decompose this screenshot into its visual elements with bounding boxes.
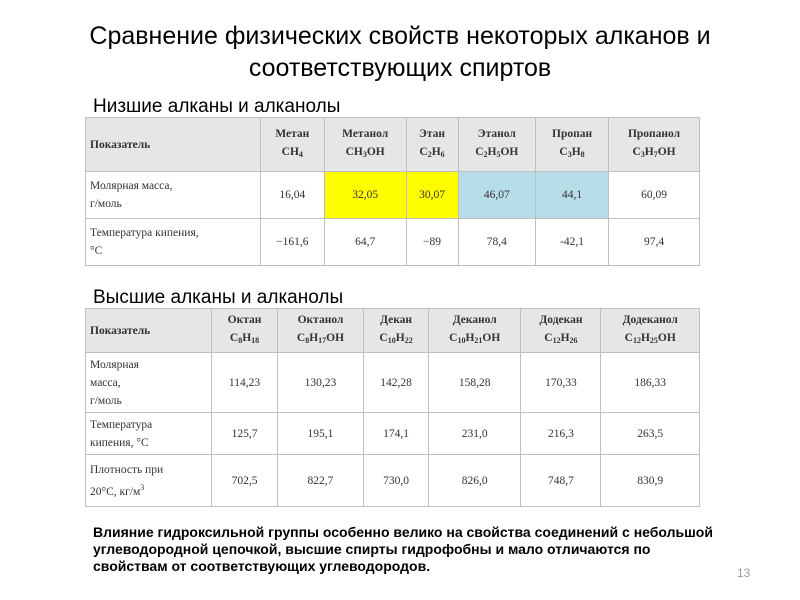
compound-formula: $C_{12}H_{26}$: [544, 332, 578, 345]
table-cell: 216,3: [521, 413, 601, 455]
slide-title-line-2: соответствующих спиртов: [248, 54, 552, 82]
compound-name: Пропан: [552, 128, 593, 140]
table-cell-highlighted: 46,07: [458, 172, 536, 219]
compound-name: Додеканол: [622, 314, 678, 326]
compound-formula: $C_2H_5OH$: [475, 146, 519, 159]
header-label-cell: Показатель: [86, 309, 212, 353]
compound-formula: $C_8H_{18}$: [229, 332, 260, 345]
lower-section-heading: Низшие алканы и алканолы: [93, 96, 341, 117]
table-cell: 78,4: [458, 219, 536, 266]
table-cell: 174,1: [364, 413, 429, 455]
compound-name: Октанол: [297, 314, 344, 326]
table-cell: 263,5: [601, 413, 700, 455]
table-row: [86, 353, 700, 413]
conclusion-note: Влияние гидроксильной группы особенно велико на свойства соединений с небольшой углеводородной цепочкой, высшие спирты гидрофобны и мало отличаются по свойствам от соответствующих углеводородов.: [93, 524, 713, 574]
table-header-row: [86, 309, 700, 353]
compound-name: Этанол: [477, 128, 516, 140]
column-header: [458, 118, 536, 172]
higher-alkanes-table: [85, 308, 700, 507]
higher-section-heading: Высшие алканы и алканолы: [93, 287, 344, 308]
compound-name: Метан: [275, 128, 310, 140]
table-row: [86, 172, 700, 219]
compound-name: Додекан: [539, 314, 583, 326]
compound-formula: $CH_4$: [281, 146, 303, 159]
column-header: [277, 309, 363, 353]
compound-name: Декан: [380, 314, 413, 326]
table-cell-highlighted: 30,07: [406, 172, 458, 219]
table-cell: 16,04: [260, 172, 324, 219]
table-row: [86, 413, 700, 455]
row-label: Молярная масса, г/моль: [86, 353, 212, 413]
table-cell: -42,1: [536, 219, 609, 266]
table-cell: 186,33: [601, 353, 700, 413]
compound-name: Этан: [419, 128, 446, 140]
compound-name: Пропанол: [627, 128, 681, 140]
table-cell: 142,28: [364, 353, 429, 413]
table-row: [86, 455, 700, 507]
table-cell-highlighted: 32,05: [324, 172, 406, 219]
table-cell: −89: [406, 219, 458, 266]
slide-title: [0, 20, 800, 84]
compound-name: Октан: [227, 314, 262, 326]
compound-formula: $C_{10}H_{22}$: [379, 332, 413, 345]
page-number: 13: [737, 566, 751, 580]
compound-formula: $C_8H_{17}OH$: [296, 332, 345, 345]
compound-formula: $CH_3OH$: [345, 146, 385, 159]
table-cell: 97,4: [609, 219, 700, 266]
compound-formula: $C_2H_6$: [419, 146, 445, 159]
table-cell: 730,0: [364, 455, 429, 507]
compound-formula: $C_{12}H_{25}OH$: [624, 332, 676, 345]
table-cell: 826,0: [429, 455, 521, 507]
row-label: Молярная масса, г/моль: [86, 172, 261, 219]
column-header: [406, 118, 458, 172]
table-cell: −161,6: [260, 219, 324, 266]
row-label: Температура кипения, °С: [86, 413, 212, 455]
table-cell: 170,33: [521, 353, 601, 413]
column-header: [609, 118, 700, 172]
compound-name: Метанол: [342, 128, 389, 140]
table-cell: 158,28: [429, 353, 521, 413]
header-label-cell: Показатель: [86, 118, 261, 172]
column-header: [601, 309, 700, 353]
column-header: [364, 309, 429, 353]
column-header: [429, 309, 521, 353]
column-header: [260, 118, 324, 172]
lower-alkanes-table: [85, 117, 700, 266]
table-row: [86, 219, 700, 266]
table-cell: 822,7: [277, 455, 363, 507]
table-cell: 130,23: [277, 353, 363, 413]
compound-formula: $C_3H_8$: [559, 146, 585, 159]
table-cell: 231,0: [429, 413, 521, 455]
column-header: [324, 118, 406, 172]
table-cell: 114,23: [212, 353, 278, 413]
column-header: [212, 309, 278, 353]
row-label: Плотность при 20°С, $кг/м^3$: [86, 455, 212, 507]
table-cell: 195,1: [277, 413, 363, 455]
column-header: [521, 309, 601, 353]
table-cell: 702,5: [212, 455, 278, 507]
compound-formula: $C_{10}H_{21}OH$: [449, 332, 501, 345]
table-cell: 60,09: [609, 172, 700, 219]
row-label: Температура кипения, °С: [86, 219, 261, 266]
table-cell-highlighted: 44,1: [536, 172, 609, 219]
compound-formula: $C_3H_7OH$: [632, 146, 676, 159]
table-header-row: [86, 118, 700, 172]
column-header: [536, 118, 609, 172]
compound-name: Деканол: [452, 314, 497, 326]
table-cell: 830,9: [601, 455, 700, 507]
table-cell: 125,7: [212, 413, 278, 455]
table-cell: 748,7: [521, 455, 601, 507]
slide-title-line-1: Сравнение физических свойств некоторых алканов и: [89, 22, 711, 50]
table-cell: 64,7: [324, 219, 406, 266]
